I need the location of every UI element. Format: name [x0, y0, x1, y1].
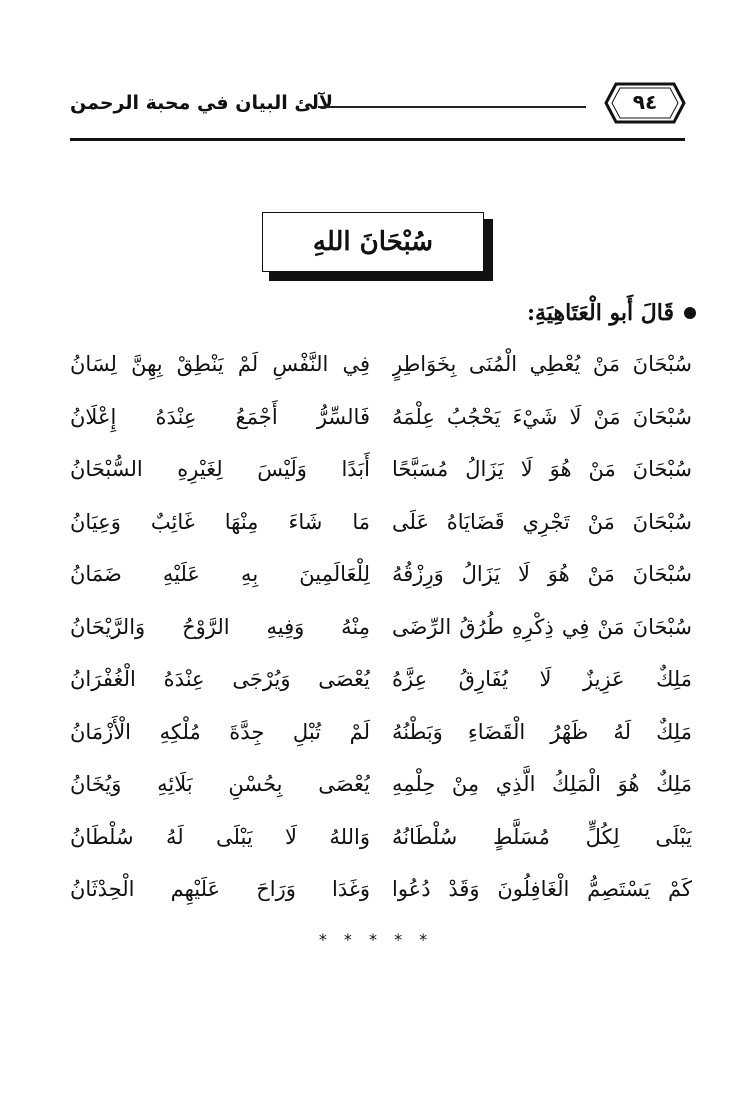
verse-line — [0, 603, 752, 656]
running-book-title: لآلئ البيان في محبة الرحمن — [70, 92, 334, 114]
verse-line — [0, 445, 752, 498]
header-rule — [70, 138, 685, 141]
verse-second-hemistich: وَاللهُ لَا يَبْلَى لَهُ سُلْطَانُ — [70, 824, 370, 849]
poet-attribution — [527, 300, 696, 326]
section-title: سُبْحَانَ اللهِ — [312, 227, 434, 257]
verse-line — [0, 865, 752, 918]
verse-line — [0, 760, 752, 813]
verse-first-hemistich: سُبْحَانَ مَنْ هُوَ لَا يَزَالُ وَرِزْقُهُ — [392, 562, 692, 586]
verse-first-hemistich: مَلِكٌ لَهُ ظَهْرُ الْقَضَاءِ وَبَطْنُهُ — [392, 719, 692, 744]
verse-second-hemistich: يُعْصَى وَيُرْجَى عِنْدَهُ الْغُفْرَانُ — [70, 667, 370, 691]
verse-first-hemistich: سُبْحَانَ مَنْ يُعْطِي الْمُنَى بِخَوَاطِرٍ — [392, 352, 692, 376]
page-number-badge — [604, 82, 686, 124]
verse-line — [0, 550, 752, 603]
verse-line — [0, 393, 752, 446]
header-dash-line — [318, 106, 586, 108]
verse-second-hemistich: فَالسِّرُّ أَجْمَعُ عِنْدَهُ إِعْلَانُ — [70, 404, 370, 429]
verse-line — [0, 655, 752, 708]
bullet-icon — [684, 307, 696, 319]
page-header — [0, 0, 752, 140]
verse-first-hemistich: كَمْ يَسْتَصِمُّ الْغَافِلُونَ وَقَدْ دُعُوا — [392, 877, 692, 901]
section-end-asterisks: * * * * * — [318, 930, 434, 949]
attribution-text: قَالَ أَبو الْعَتَاهِيَةِ: — [526, 300, 674, 326]
verse-line — [0, 498, 752, 551]
poem — [0, 340, 752, 918]
verse-second-hemistich: أَبَدًا وَلَيْسَ لِغَيْرِهِ السُّبْحَانُ — [70, 457, 370, 481]
verse-line — [0, 813, 752, 866]
verse-second-hemistich: لِلْعَالَمِينَ بِهِ عَلَيْهِ ضَمَانُ — [70, 562, 370, 586]
verse-second-hemistich: فِي النَّفْسِ لَمْ يَنْطِقْ بِهِنَّ لِسَانُ — [70, 352, 370, 376]
section-title-box — [262, 212, 492, 282]
verse-second-hemistich: مِنْهُ وَفِيهِ الرَّوْحُ وَالرَّيْحَانُ — [70, 614, 370, 639]
title-frame — [262, 212, 484, 272]
verse-first-hemistich: سُبْحَانَ مَنْ فِي ذِكْرِهِ طُرُقُ الرِّضَى — [392, 614, 692, 639]
verse-first-hemistich: مَلِكٌ عَزِيزٌ لَا يُفَارِقُ عِزَّهُ — [392, 667, 692, 691]
verse-first-hemistich: سُبْحَانَ مَنْ تَجْرِي قَضَايَاهُ عَلَى — [392, 509, 692, 534]
verse-second-hemistich: لَمْ تُبْلِ جِدَّةَ مُلْكِهِ الْأَزْمَانُ — [70, 719, 370, 744]
verse-second-hemistich: يُعْصَى بِحُسْنِ بَلَائِهِ وَيُخَانُ — [70, 772, 370, 796]
page-number: ٩٤ — [632, 90, 658, 114]
verse-first-hemistich: مَلِكٌ هُوَ الْمَلِكُ الَّذِي مِنْ حِلْمِهِ — [392, 772, 692, 796]
verse-line — [0, 708, 752, 761]
verse-line — [0, 340, 752, 393]
verse-first-hemistich: سُبْحَانَ مَنْ لَا شَيْءَ يَحْجُبُ عِلْمَهُ — [392, 404, 692, 429]
verse-first-hemistich: يَبْلَى لِكُلٍّ مُسَلَّطٍ سُلْطَانُهُ — [392, 824, 692, 849]
verse-second-hemistich: مَا شَاءَ مِنْهَا غَائِبٌ وَعِيَانُ — [70, 509, 370, 534]
verse-first-hemistich: سُبْحَانَ مَنْ هُوَ لَا يَزَالُ مُسَبَّحًا — [392, 457, 692, 481]
verse-second-hemistich: وَغَدَا وَرَاحَ عَلَيْهِم الْحِدْثَانُ — [70, 877, 370, 901]
